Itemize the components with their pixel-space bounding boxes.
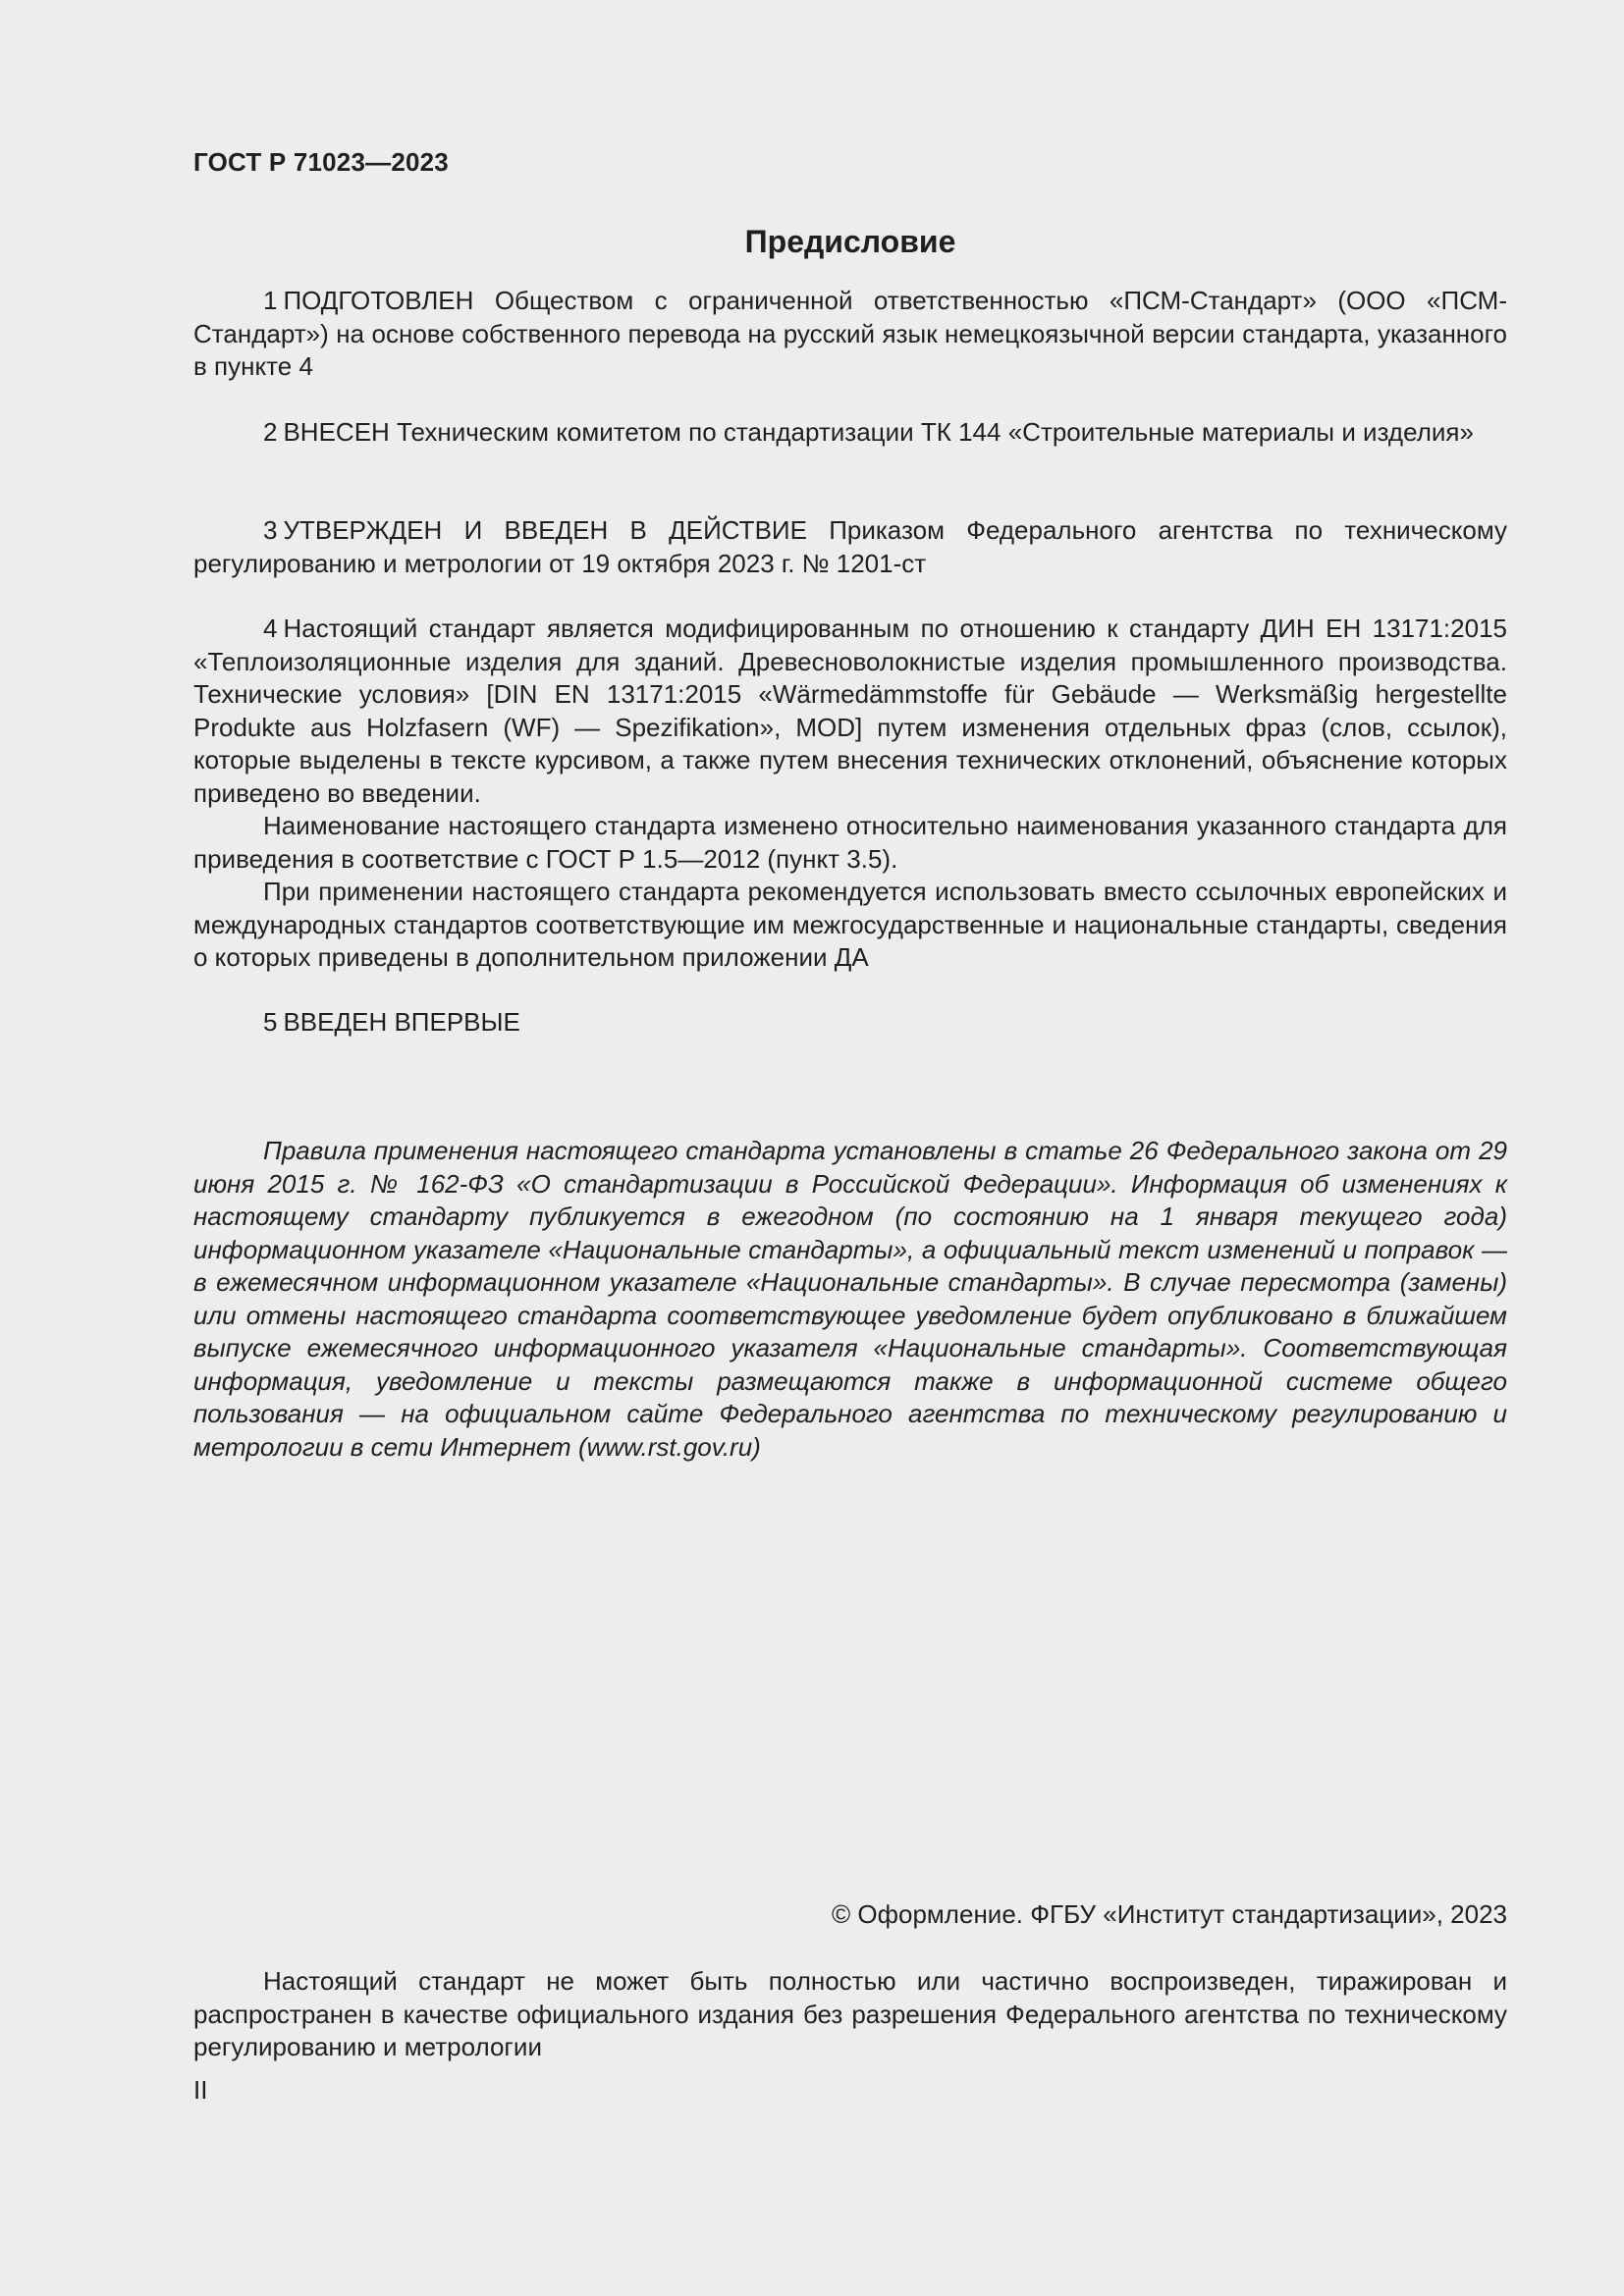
item-text: При применении настоящего стандарта рекомендуется использовать вместо ссылочных европейских и международных стандартов соответствующие им межгосударственные и национальные стандарты, сведения о которых приведены в дополнительном приложении ДА xyxy=(193,877,1507,972)
item-text: Настоящий стандарт является модифицированным по отношению к стандарту ДИН ЕН 13171:2015 «Теплоизоляционные изделия для зданий. Древесноволокнистые изделия промышленного производства. Технические условия» [DIN EN 13171:2015 «Wärmedämmstoffe für Gebäude — Werksmäßig hergestellte Produkte aus Holzfasern (WF) — Spezifikation», MOD] путем изменения отдельных фраз (слов, ссылок), которые выделены в тексте курсивом, а также путем внесения технических отклонений, объяснение которых приведено во введении. xyxy=(193,614,1507,808)
item-number: 4 xyxy=(263,614,278,643)
foreword-item-4-note-1 xyxy=(193,810,1507,876)
foreword-item-1 xyxy=(193,285,1507,384)
foreword-item-2 xyxy=(193,416,1507,450)
foreword-title: Предисловие xyxy=(744,224,956,259)
foreword-item-5 xyxy=(193,1006,1507,1040)
item-text: ВВЕДЕН ВПЕРВЫЕ xyxy=(283,1007,520,1037)
document-code: ГОСТ Р 71023—2023 xyxy=(193,147,449,177)
foreword-item-3 xyxy=(193,514,1507,580)
standard-application-notice: Правила применения настоящего стандарта установлены в статье 26 Федерального закона от 29 июня 2015 г. № 162-ФЗ «О стандартизации в Российской Федерации». Информация об изменениях к настоящему стандарту публикуется в ежегодном (по состоянию на 1 января текущего года) информационном указателе «Национальные стандарты», а официальный текст изменений и поправок — в ежемесячном информационном указателе «Национальные стандарты». В случае пересмотра (замены) или отмены настоящего стандарта соответствующее уведомление будет опубликовано в ближайшем выпуске ежемесячного информационного указателя «Национальные стандарты». Соответствующая информация, уведомление и тексты размещаются также в информационной системе общего пользования — на официальном сайте Федерального агентства по техническому регулированию и метрологии в сети Интернет (www.rst.gov.ru) xyxy=(193,1136,1507,1462)
item-text: ВНЕСЕН Техническим комитетом по стандартизации ТК 144 «Строительные материалы и изделия» xyxy=(283,417,1474,447)
item-number: 3 xyxy=(263,515,278,545)
item-number: 5 xyxy=(263,1007,278,1037)
item-text: ПОДГОТОВЛЕН Обществом с ограниченной ответственностью «ПСМ-Стандарт» (ООО «ПСМ-Стандарт») на основе собственного перевода на русский язык немецкоязычной версии стандарта, указанного в пункте 4 xyxy=(193,286,1507,381)
document-page xyxy=(193,0,1507,2296)
foreword-item-4 xyxy=(193,613,1507,810)
foreword-item-4-note-2 xyxy=(193,876,1507,975)
item-number: 2 xyxy=(263,417,278,447)
item-text: Наименование настоящего стандарта изменено относительно наименования указанного стандарта для приведения в соответствие с ГОСТ Р 1.5—2012 (пункт 3.5). xyxy=(193,811,1507,874)
item-number: 1 xyxy=(263,286,278,315)
item-text: УТВЕРЖДЕН И ВВЕДЕН В ДЕЙСТВИЕ Приказом Федерального агентства по техническому регулированию и метрологии от 19 октября 2023 г. № 1201-ст xyxy=(193,515,1507,578)
reproduction-restriction: Настоящий стандарт не может быть полностью или частично воспроизведен, тиражирован и распространен в качестве официального издания без разрешения Федерального агентства по техническому регулированию и метрологии xyxy=(193,1966,1507,2061)
copyright-line: © Оформление. ФГБУ «Институт стандартизации», 2023 xyxy=(832,1899,1507,1929)
page-number: II xyxy=(193,2075,208,2105)
